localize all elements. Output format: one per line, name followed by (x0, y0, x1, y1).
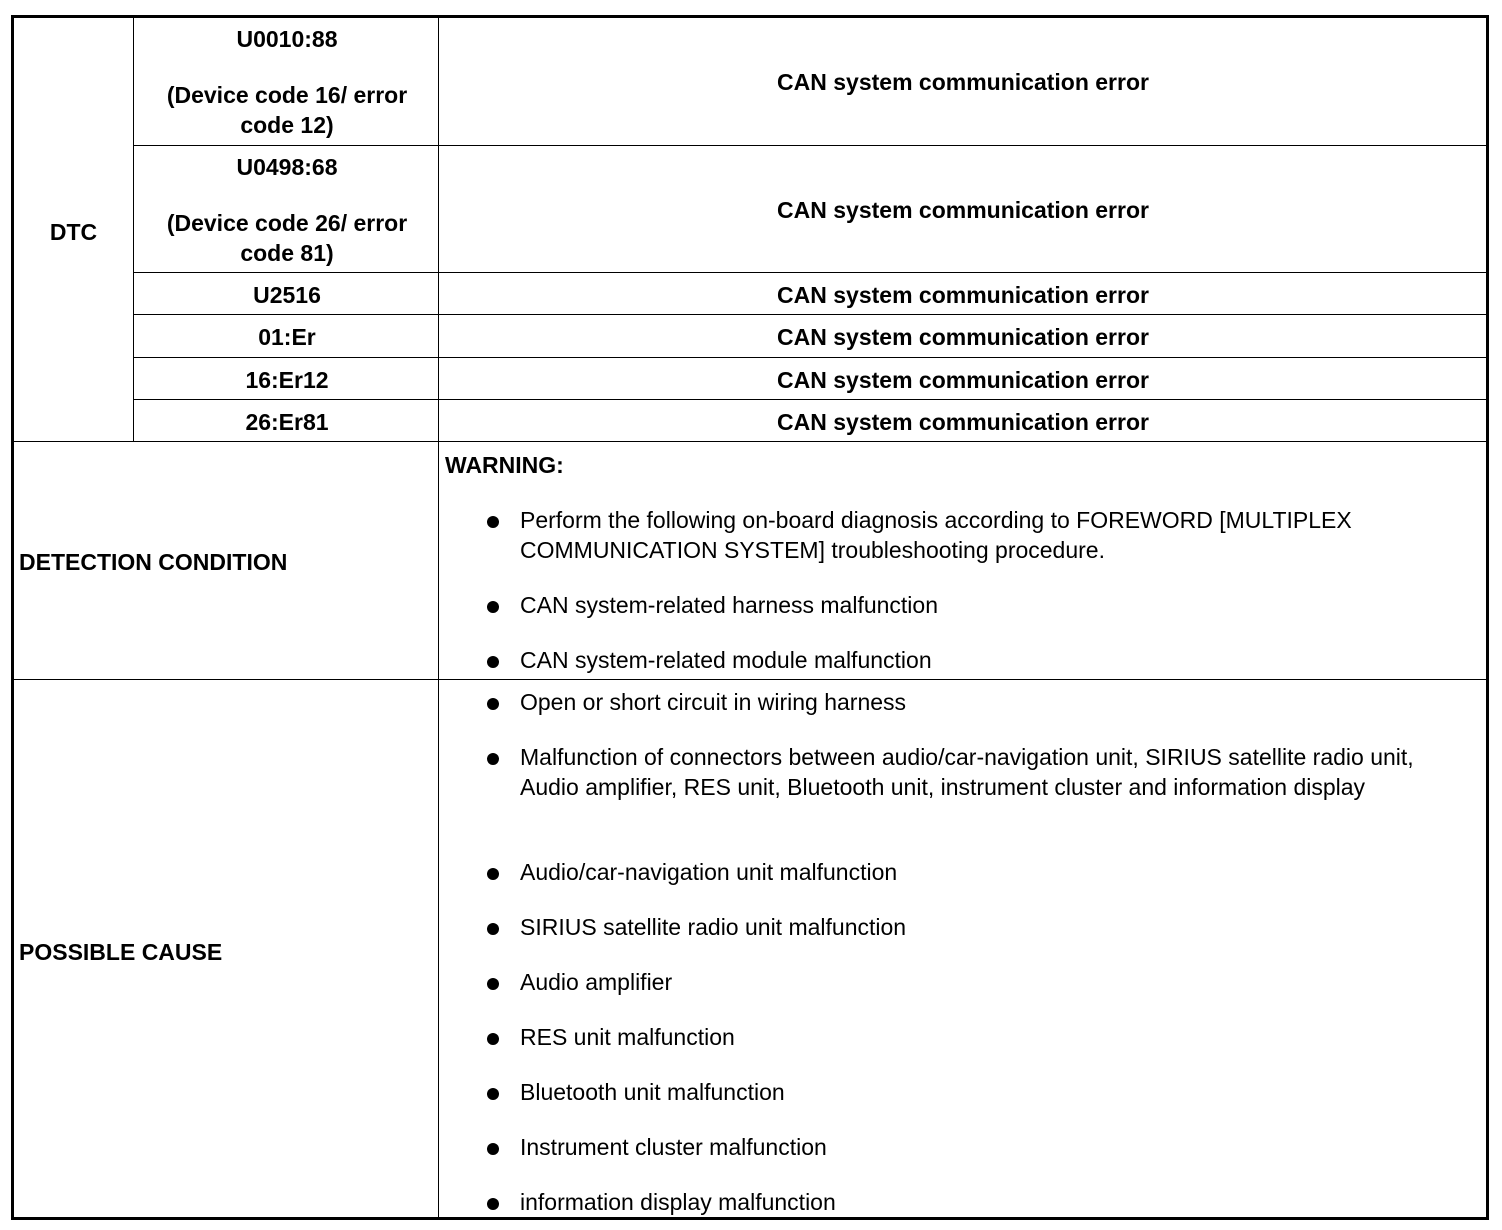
bullet-icon (487, 1143, 499, 1155)
bullet-icon (487, 656, 499, 668)
list-item-text: Instrument cluster malfunction (520, 1134, 827, 1160)
possible-cause-cell (439, 680, 1489, 1220)
list-item-text: Bluetooth unit malfunction (520, 1079, 785, 1105)
list-item-text: Audio amplifier (520, 969, 673, 995)
dtc-description: CAN system communication error (777, 324, 1149, 350)
dtc-code-note: (Device code 26/ error (166, 210, 408, 236)
dtc-description: CAN system communication error (777, 282, 1149, 308)
bullet-icon (487, 1088, 499, 1100)
bullet-icon (487, 1033, 499, 1045)
warning-heading: WARNING: (445, 452, 564, 478)
dtc-code: U0010:88 (236, 26, 338, 52)
dtc-label: DTC (49, 219, 98, 245)
dtc-code-note: code 81) (240, 240, 334, 266)
dtc-description: CAN system communication error (777, 197, 1149, 223)
list-item-text: Malfunction of connectors between audio/car-navigation unit, SIRIUS satellite radio unit, Audio amplifier, RES unit, Bluetooth unit, instrument cluster and information display (520, 744, 1414, 800)
dtc-code: U2516 (253, 282, 321, 308)
list-item-text: CAN system-related harness malfunction (520, 592, 938, 618)
list-item-text: Perform the following on-board diagnosis according to FOREWORD [MULTIPLEX COMMUNICATION SYSTEM] troubleshooting procedure. (520, 507, 1352, 563)
dtc-code-note: code 12) (240, 112, 334, 138)
list-item-text: CAN system-related module malfunction (520, 647, 932, 673)
dtc-code-cell (134, 18, 438, 441)
detection-condition-label: DETECTION CONDITION (19, 549, 288, 575)
dtc-table (11, 15, 1489, 1220)
dtc-description-cell (439, 18, 1489, 441)
dtc-code: 26:Er81 (245, 409, 329, 435)
bullet-icon (487, 868, 499, 880)
dtc-code: 01:Er (258, 324, 316, 350)
bullet-icon (487, 698, 499, 710)
list-item-text: Audio/car-navigation unit malfunction (520, 859, 898, 885)
dtc-code: 16:Er12 (245, 367, 329, 393)
list-item-text: Open or short circuit in wiring harness (520, 689, 907, 715)
list-item-text: RES unit malfunction (520, 1024, 735, 1050)
dtc-description: CAN system communication error (777, 409, 1149, 435)
bullet-icon (487, 1198, 499, 1210)
dtc-code: U0498:68 (236, 154, 338, 180)
bullet-icon (487, 516, 499, 528)
possible-cause-label: POSSIBLE CAUSE (19, 939, 223, 965)
dtc-description: CAN system communication error (777, 69, 1149, 95)
detection-condition-cell (439, 442, 1489, 679)
bullet-icon (487, 923, 499, 935)
list-item-text: information display malfunction (520, 1189, 836, 1215)
list-item-text: SIRIUS satellite radio unit malfunction (520, 914, 907, 940)
dtc-code-note: (Device code 16/ error (166, 82, 408, 108)
bullet-icon (487, 753, 499, 765)
bullet-icon (487, 601, 499, 613)
bullet-icon (487, 978, 499, 990)
dtc-description: CAN system communication error (777, 367, 1149, 393)
